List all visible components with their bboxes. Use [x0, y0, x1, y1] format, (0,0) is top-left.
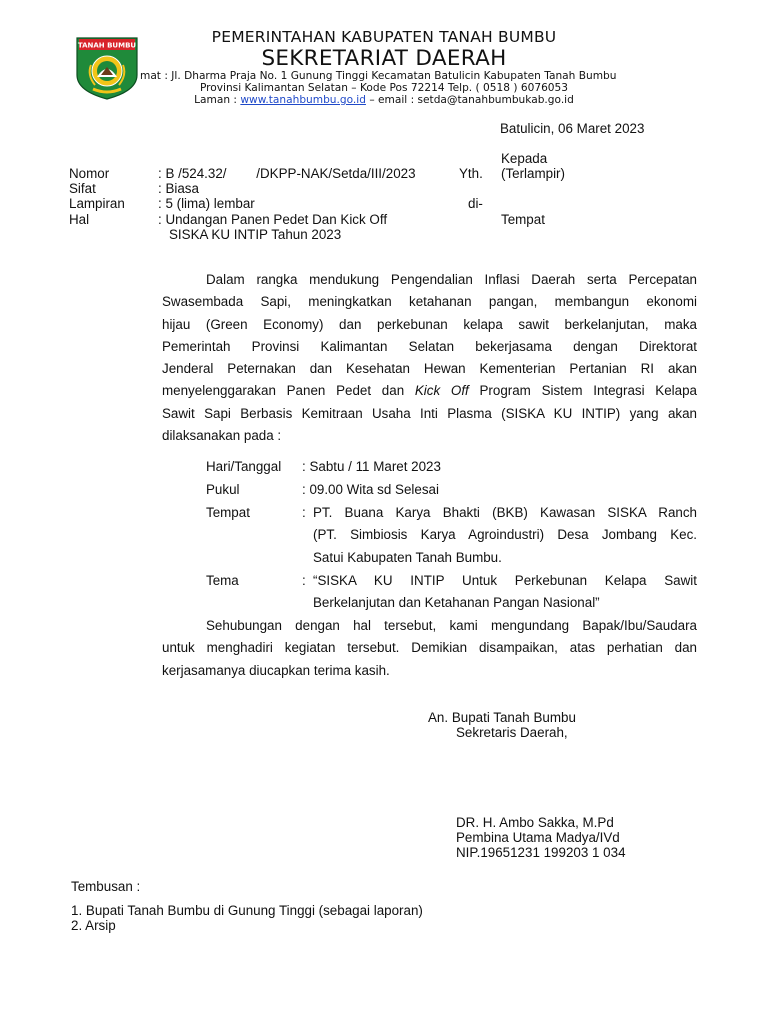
detail-tema-colon: :: [302, 573, 306, 588]
paragraph-line: [162, 380, 697, 402]
detail-pukul-value: : 09.00 Wita sd Selesai: [302, 482, 439, 497]
cc-title: Tembusan :: [71, 879, 141, 894]
nomor-label: Nomor: [69, 166, 110, 181]
cc-item: 1. Bupati Tanah Bumbu di Gunung Tinggi (sebagai laporan): [71, 903, 423, 918]
nomor-value: : B /524.32/ /DKPP-NAK/Setda/III/2023: [158, 166, 416, 181]
paragraph-line: hijau (Green Economy) dan perkebunan kelapa sawit berkelanjutan, maka: [162, 316, 697, 332]
hal-label: Hal: [69, 212, 90, 227]
recipient-yth: Yth.: [459, 166, 483, 181]
paragraph-line: Sawit Sapi Berbasis Kemitraan Usaha Inti Plasma (SISKA KU INTIP) yang akan: [162, 405, 697, 421]
detail-line: Berkelanjutan dan Ketahanan Pangan Nasional”: [313, 595, 600, 611]
recipient-kepada: Kepada: [501, 151, 548, 166]
recipient-di: di-: [468, 196, 483, 211]
header-address-line2: Provinsi Kalimantan Selatan – Kode Pos 72214 Telp. ( 0518 ) 6076053: [199, 82, 569, 94]
web-label: Laman :: [194, 94, 241, 106]
recipient-terlampir: (Terlampir): [501, 166, 565, 181]
detail-tema-value: [313, 570, 697, 615]
paragraph-line: untuk menghadiri kegiatan tersebut. Demikian disampaikan, atas perhatian dan: [162, 640, 697, 656]
detail-tempat-value: [313, 502, 697, 569]
sifat-label: Sifat: [69, 181, 96, 196]
letter-date: Batulicin, 06 Maret 2023: [500, 121, 645, 136]
paragraph-line: Swasembada Sapi, meningkatkan ketahanan pangan, membangun ekonomi: [162, 294, 697, 310]
detail-tempat-colon: :: [302, 505, 306, 520]
signature-position: Sekretaris Daerah,: [456, 725, 568, 740]
header-office: SEKRETARIAT DAERAH: [261, 46, 507, 71]
detail-pukul-label: Pukul: [206, 482, 240, 497]
detail-tema-label: Tema: [206, 573, 239, 588]
hal-value: : Undangan Panen Pedet Dan Kick Off: [158, 212, 388, 227]
signatory-rank: Pembina Utama Madya/IVd: [456, 830, 620, 845]
logo-text: TANAH BUMBU: [77, 41, 137, 50]
detail-line: PT. Buana Karya Bhakti (BKB) Kawasan SISKA Ranch: [313, 505, 697, 520]
body-paragraph-1: [162, 269, 697, 447]
cc-item: 2. Arsip: [71, 918, 116, 933]
detail-hari-value: : Sabtu / 11 Maret 2023: [302, 459, 441, 474]
detail-line: (PT. Simbiosis Karya Agroindustri) Desa Jombang Kec.: [313, 527, 697, 543]
body-paragraph-2: [162, 615, 697, 682]
lampiran-value: : 5 (lima) lembar: [158, 196, 255, 211]
paragraph-fragment: Program Sistem Integrasi Kelapa: [468, 383, 697, 399]
hal-value-continued: SISKA KU INTIP Tahun 2023: [169, 227, 342, 242]
signatory-name: DR. H. Ambo Sakka, M.Pd: [456, 815, 614, 830]
detail-hari-label: Hari/Tanggal: [206, 459, 282, 474]
paragraph-line: Dalam rangka mendukung Pengendalian Inflasi Daerah serta Percepatan: [206, 272, 697, 287]
lampiran-label: Lampiran: [69, 196, 125, 211]
paragraph-line: dilaksanakan pada :: [162, 428, 282, 444]
paragraph-line: Jenderal Peternakan dan Kesehatan Hewan Kementerian Pertanian RI akan: [162, 361, 697, 377]
kick-off-term: Kick Off: [414, 383, 469, 399]
website-link[interactable]: www.tanahbumbu.go.id: [240, 94, 366, 106]
detail-tempat-label: Tempat: [206, 505, 250, 520]
signatory-nip: NIP.19651231 199203 1 034: [456, 845, 626, 860]
sifat-value: : Biasa: [158, 181, 199, 196]
detail-line: Satui Kabupaten Tanah Bumbu.: [313, 549, 502, 565]
header-government: PEMERINTAHAN KABUPATEN TANAH BUMBU: [211, 28, 557, 46]
paragraph-line: kerjasamanya diucapkan terima kasih.: [162, 662, 390, 678]
detail-line: “SISKA KU INTIP Untuk Perkebunan Kelapa Sawit: [313, 573, 697, 588]
paragraph-fragment: menyelenggarakan Panen Pedet dan: [162, 383, 415, 399]
email-text: – email : setda@tanahbumbukab.go.id: [365, 94, 574, 106]
paragraph-line: Sehubungan dengan hal tersebut, kami mengundang Bapak/Ibu/Saudara: [206, 618, 697, 633]
header-address-line1: mat : Jl. Dharma Praja No. 1 Gunung Tinggi Kecamatan Batulicin Kabupaten Tanah Bumbu: [140, 70, 617, 82]
paragraph-line: Pemerintah Provinsi Kalimantan Selatan bekerjasama dengan Direktorat: [162, 338, 697, 354]
header-contact-line: [120, 94, 648, 107]
signature-on-behalf: An. Bupati Tanah Bumbu: [428, 710, 576, 725]
recipient-tempat: Tempat: [501, 212, 545, 227]
